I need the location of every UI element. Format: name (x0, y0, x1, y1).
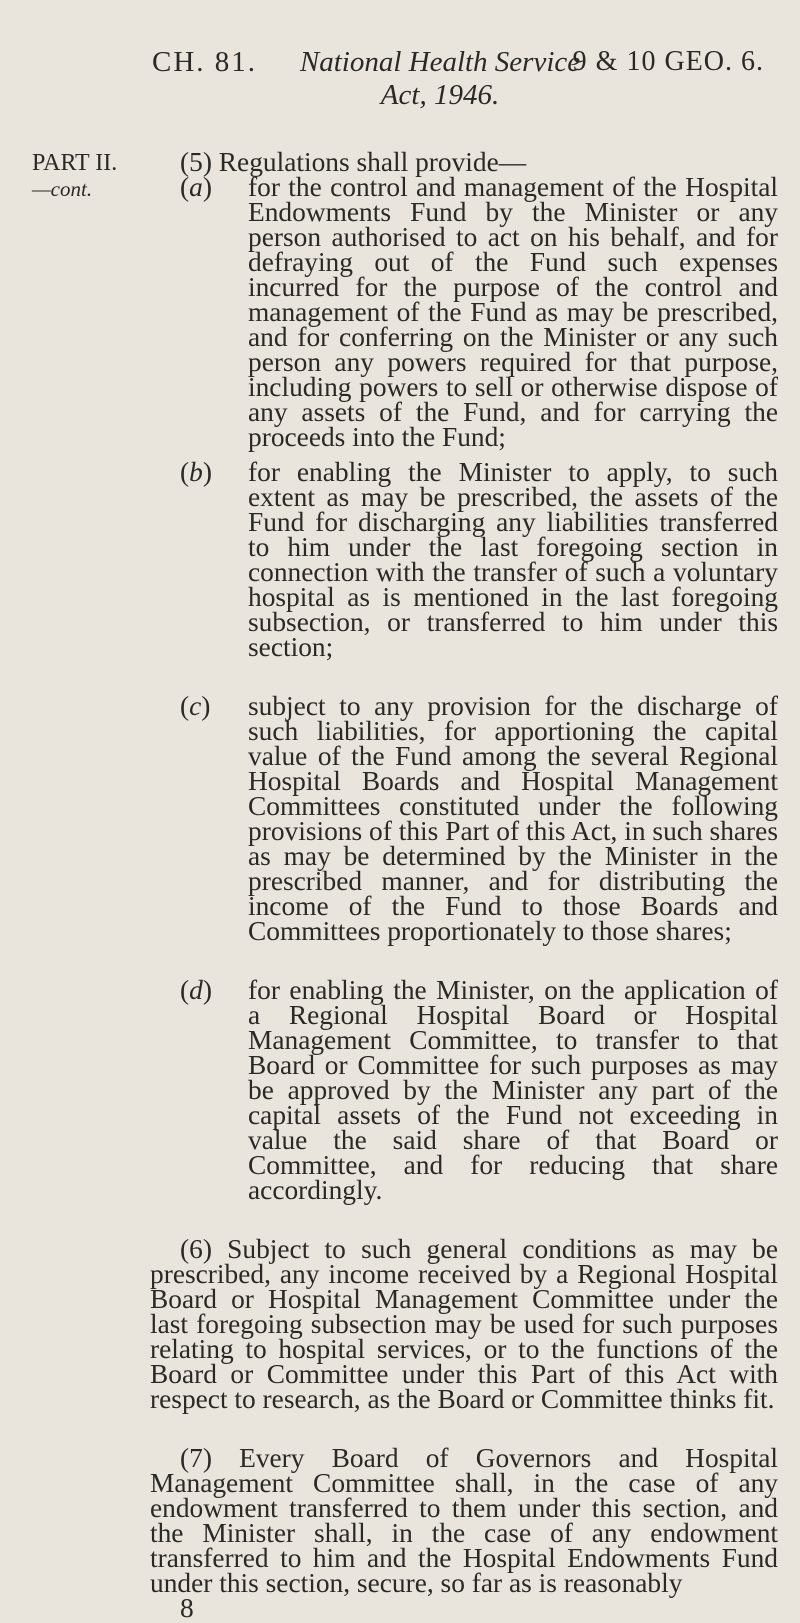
paragraph-text: for enabling the Minister to apply, to such extent as may be prescribed, the assets of the Fund for discharging any liabilities transferred to him under the last foregoing section in connection with the transfer of such a voluntary hospital as is mentioned in the last foregoing subsection, or transferred to him under this section; (248, 457, 778, 662)
paragraph-text: for the control and management of the Hospital Endowments Fund by the Minister or any person authorised to act on his behalf, and for defraying out of the Fund such expenses incurred for the purpose of the control and management of the Fund as may be prescribed, and for conferring on the Minister or any such person any powers required for that purpose, including powers to sell or otherwise dispose of any assets of the Fund, and for carrying the proceeds into the Fund; (248, 172, 778, 452)
paragraph-text: for enabling the Minister, on the application of a Regional Hospital Board or Hospital Management Committee, to transfer to that Board or Committee for such purposes as may be approved by the Minister any part of the capital assets of the Fund not exceeding in value the said share of that Board or Committee, and for reducing that share accordingly. (248, 975, 778, 1205)
subsection-6: (6) Subject to such general conditions as may be prescribed, any income received by a Regional Hospital Board or Hospital Management Committee under the last foregoing subsection may be used for such purposes relating to hospital services, or to the functions of the Board or Committee under this Part of this Act with respect to research, as the Board or Committee thinks fit. (150, 1234, 778, 1414)
paragraph-b (150, 457, 778, 662)
subsection-7: (7) Every Board of Governors and Hospital Management Committee shall, in the case of any endowment transferred to them under this section, and the Minister shall, in the case of any endowment transferred to him and the Hospital Endowments Fund under this section, secure, so far as is reasonably (150, 1443, 778, 1598)
paragraph-label: (b) (180, 457, 212, 487)
paragraph-a (150, 172, 778, 452)
regnal-year: 9 & 10 GEO. 6. (572, 46, 764, 77)
subsection-5-intro: (5) Regulations shall provide— (180, 147, 527, 177)
paragraph-label: (a) (180, 172, 212, 202)
page-header (152, 44, 764, 114)
paragraph-label: (c) (180, 691, 211, 721)
act-title-line2: Act, 1946. (380, 79, 500, 111)
paragraph-text: subject to any provision for the discharge of such liabilities, for apportioning the capital value of the Fund among the several Regional Hospital Boards and Hospital Management Committees constituted under the following provisions of this Part of this Act, in such shares as may be determined by the Minister in the prescribed manner, and for distributing the income of the Fund to those Boards and Committees proportionately to those shares; (248, 691, 778, 946)
paragraph-d (150, 975, 778, 1205)
act-title-line1: National Health Service (299, 46, 581, 78)
continued-label: —cont. (32, 177, 93, 201)
paragraph-label: (d) (180, 975, 212, 1005)
part-label: PART II. (32, 150, 118, 176)
paragraph-c (150, 691, 778, 946)
page-number: 8 (180, 1593, 194, 1623)
margin-note (32, 150, 117, 202)
body-text (150, 147, 778, 1623)
chapter-number: CH. 81. (152, 46, 258, 78)
act-title (270, 46, 610, 112)
